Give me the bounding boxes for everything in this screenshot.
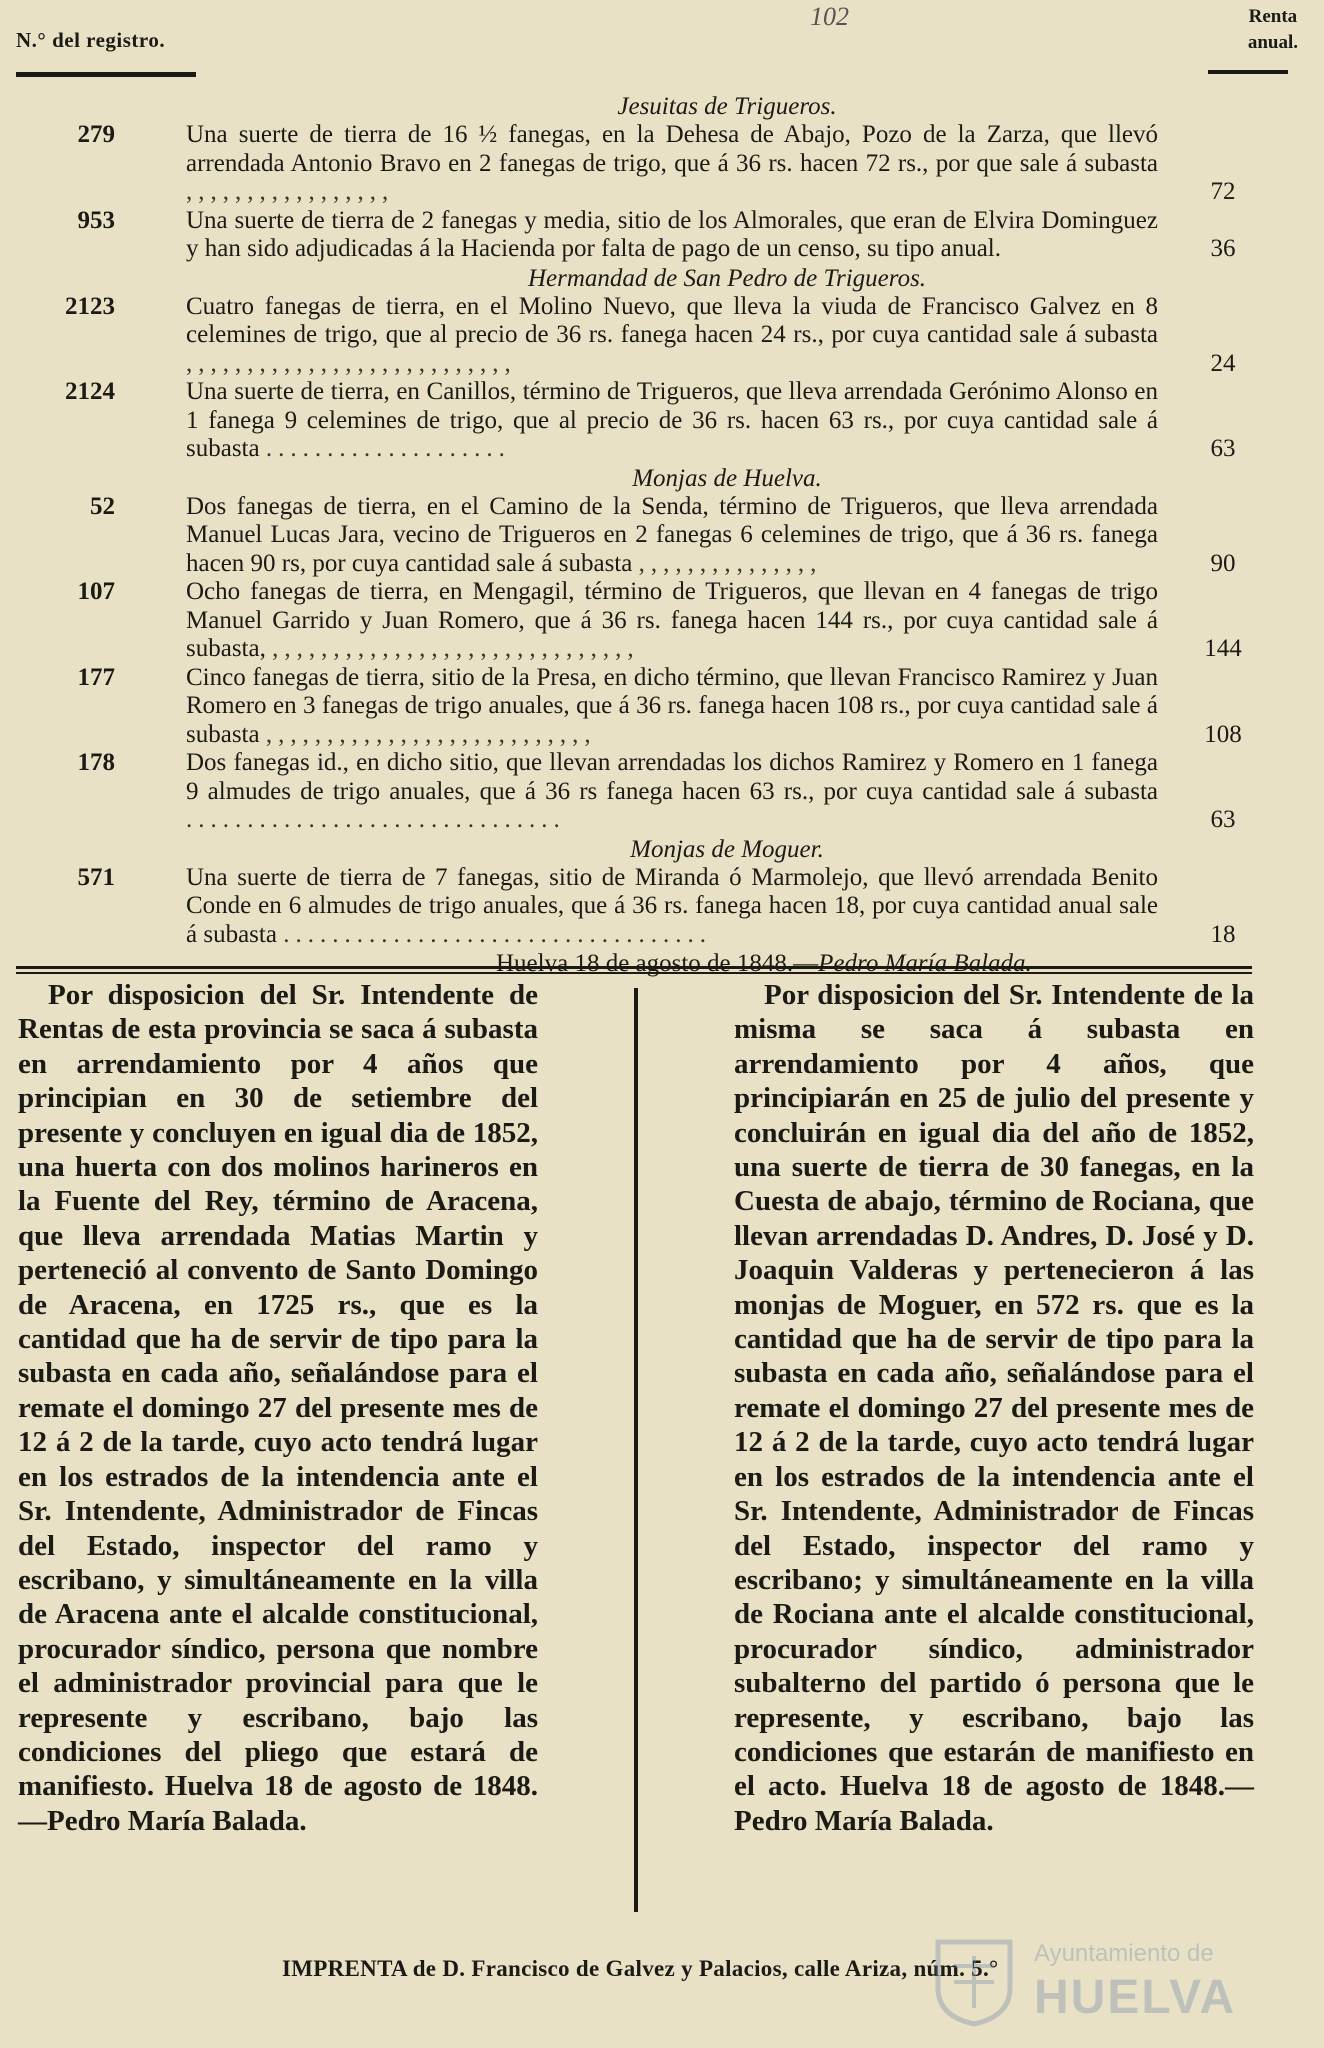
register-entry	[0, 749, 1324, 835]
entry-description: Cinco fanegas de tierra, sitio de la Presa, en dicho término, que llevan Francisco Ramirez y Juan Romero en 3 fanegas de trigo anuales, que á 36 rs. fanega hacen 108 rs., por cuya cantidad sale á subasta	[186, 663, 1158, 748]
register-entry	[0, 864, 1324, 950]
register-entry	[0, 578, 1324, 664]
entry-number: 953	[77, 206, 115, 234]
annual-rent-header-bottom: anual.	[1247, 32, 1298, 53]
entry-description: Una suerte de tierra, en Canillos, término de Trigueros, que lleva arrendada Gerónimo Alonso en 1 fanega 9 celemines de trigo, que al precio de 36 rs. hacen 63 rs., por cuya cantidad sale á subasta	[186, 378, 1158, 462]
entry-text	[186, 864, 1158, 950]
entry-amount: 144	[1204, 635, 1242, 662]
section-heading: Jesuitas de Trigueros.	[617, 93, 837, 120]
entry-description: Dos fanegas de tierra, en el Camino de la Senda, término de Trigueros, que lleva arrendada Manuel Lucas Jara, vecino de Trigueros en 2 fanegas 6 celemines de trigo, que á 36 rs. fanega hacen 90 rs, por cuya cantidad sale á subasta	[186, 492, 1158, 577]
column-divider	[634, 988, 638, 1912]
leader-dots: ,,,,,,,,,,,,,,,,,,,,,,,,,,,	[186, 349, 517, 377]
entry-amount: 36	[1210, 235, 1236, 262]
entry-text	[186, 664, 1158, 750]
entry-description: Cuatro fanegas de tierra, en el Molino Nuevo, que lleva la viuda de Francisco Galvez en 8 celemines de trigo, que al precio de 36 rs. fanega hacen 24 rs., por cuya cantidad sale á subasta	[186, 292, 1158, 348]
register-signoff	[496, 949, 1324, 979]
entry-text	[186, 749, 1158, 835]
city-shield-icon	[932, 1936, 1016, 2028]
archive-watermark	[924, 1930, 1254, 2030]
section-heading: Hermandad de San Pedro de Trigueros.	[527, 264, 927, 292]
register-entry	[0, 378, 1324, 464]
entry-amount: 108	[1204, 720, 1242, 748]
entry-description: Una suerte de tierra de 7 fanegas, sitio de Miranda ó Marmolejo, que llevó arrendada Benito Conde en 6 almudes de trigo anuales, que á 36 rs. fanega hacen 18, por cuya cantidad anual sale á subasta	[186, 863, 1158, 948]
page-number: 102	[810, 2, 849, 31]
notice-left-column	[18, 978, 538, 1838]
signoff-place-date: Huelva 18 de agosto de 1848.—	[496, 950, 819, 977]
notice-right-text: Por disposicion del Sr. Intendente de la misma se saca á subasta en arrendamiento por 4 años, que principiarán en 25 de julio del presente y concluirán en igual dia del año de 1852, una suerte de tierra de 30 fanegas, en la Cuesta de abajo, término de Rociana, que llevan arrendadas D. Andres, D. José y D. Joaquin Valderas y pertenecieron á las monjas de Moguer, en 572 rs. que es la cantidad que ha de servir de tipo para la subasta en cada año, señalándose para el remate el domingo 27 del presente mes de 12 á 2 de la tarde, cuyo acto tendrá lugar en los estrados de la intendencia ante el Sr. Intendente, Administrador de Fincas del Estado, inspector del ramo y escribano; y simultáneamente en la villa de Rociana ante el alcalde constitucional, procurador síndico, administrador subalterno del partido ó persona que le represente, y escribano, bajo las condiciones que estarán de manifiesto en el acto. Huelva 18 de agosto de 1848.—Pedro María Balada.	[734, 979, 1254, 1837]
leader-dots: ,,,,,,,,,,,,,,,,,	[186, 178, 395, 205]
register-entry	[0, 664, 1324, 750]
leader-dots: ....................	[265, 435, 511, 462]
header-rule-left	[16, 72, 196, 77]
signoff-signer: Pedro María Balada.	[818, 950, 1032, 977]
entry-text	[186, 378, 1158, 464]
entry-amount: 24	[1210, 349, 1236, 377]
leader-dots: ...............................	[186, 806, 566, 833]
entry-description: Ocho fanegas de tierra, en Mengagil, término de Trigueros, que llevan en 4 fanegas de trigo Manuel Garrido y Juan Romero, que á 36 rs. fanega hacen 144 rs., por cuya cantidad sale á subasta,	[186, 578, 1158, 662]
register-number-header: N.° del registro.	[16, 28, 166, 52]
annual-rent-header-top: Renta	[1248, 6, 1298, 27]
notice-left-text: Por disposicion del Sr. Intendente de Rentas de esta provincia se saca á subasta en arrendamiento por 4 años que principian en 30 de setiembre del presente y concluyen en igual dia de 1852, una huerta con dos molinos harineros en la Fuente del Rey, término de Aracena, que lleva arrendada Matias Martin y perteneció al convento de Santo Domingo de Aracena, en 1725 rs., que es la cantidad que ha de servir de tipo para la subasta en cada año, señalándose para el remate el domingo 27 del presente mes de 12 á 2 de la tarde, cuyo acto tendrá lugar en los estrados de la intendencia ante el Sr. Intendente, Administrador de Fincas del Estado, inspector del ramo y escribano, y simultáneamente en la villa de Aracena ante el alcalde constitucional, procurador síndico, persona que nombre el administrador provincial para que le represente y escribano, bajo las condiciones del pliego que estará de manifiesto. Huelva 18 de agosto de 1848.—Pedro María Balada.	[18, 979, 538, 1837]
entry-amount: 90	[1210, 549, 1236, 577]
leader-dots: ,,,,,,,,,,,,,,,,,,,,,,,,,,,	[265, 720, 597, 748]
entry-text	[186, 207, 1158, 264]
entry-number: 571	[77, 863, 115, 891]
entry-number: 177	[77, 663, 115, 691]
leader-dots: ,,,,,,,,,,,,,,,	[638, 549, 823, 577]
entry-description: Dos fanegas id., en dicho sitio, que llevan arrendadas los dichos Ramirez y Romero en 1 fanega 9 almudes de trigo anuales, que á 36 rs fanega hacen 63 rs., por cuya cantidad sale á subasta	[186, 749, 1158, 805]
section-divider	[16, 966, 1252, 974]
watermark-line1: Ayuntamiento de	[1034, 1940, 1214, 1967]
section-heading: Monjas de Huelva.	[632, 464, 822, 492]
register-entry	[0, 121, 1324, 207]
register-entry	[0, 293, 1324, 379]
entry-number: 279	[77, 121, 115, 148]
entry-description: Una suerte de tierra de 2 fanegas y media, sitio de los Almorales, que eran de Elvira Dominguez y han sido adjudicadas á la Hacienda por falta de pago de un censo, su tipo anual.	[186, 206, 1158, 262]
entry-amount: 72	[1210, 178, 1236, 205]
header-rule-right	[1208, 70, 1288, 74]
entry-amount: 63	[1210, 435, 1236, 462]
entry-number: 107	[77, 578, 115, 605]
annual-rent-header	[1248, 4, 1298, 56]
entry-text	[186, 121, 1158, 207]
entry-text	[186, 293, 1158, 379]
entry-text	[186, 493, 1158, 579]
entry-number: 178	[77, 749, 115, 776]
leader-dots: ,,,,,,,,,,,,,,,,,,,,,,,,,,,,,,	[272, 635, 640, 662]
watermark-line2: HUELVA	[1034, 1971, 1237, 2024]
section-heading: Monjas de Moguer.	[630, 835, 824, 863]
entry-number: 2123	[65, 292, 115, 320]
entry-amount: 18	[1210, 920, 1236, 948]
entry-text	[186, 578, 1158, 664]
register-entry	[0, 493, 1324, 579]
register-entry	[0, 207, 1324, 264]
entry-number: 52	[90, 492, 115, 520]
entry-amount: 63	[1210, 806, 1236, 833]
printer-imprint: IMPRENTA de D. Francisco de Galvez y Palacios, calle Ariza, núm. 5.°	[282, 1956, 999, 1981]
leader-dots: ...................................	[283, 920, 712, 948]
register-list	[0, 92, 1324, 979]
entry-number: 2124	[65, 378, 115, 405]
entry-description: Una suerte de tierra de 16 ½ fanegas, en la Dehesa de Abajo, Pozo de la Zarza, que llevó arrendada Antonio Bravo en 2 fanegas de trigo, que á 36 rs. hacen 72 rs., por que sale á subasta	[186, 121, 1158, 177]
notice-right-column	[734, 978, 1254, 1838]
